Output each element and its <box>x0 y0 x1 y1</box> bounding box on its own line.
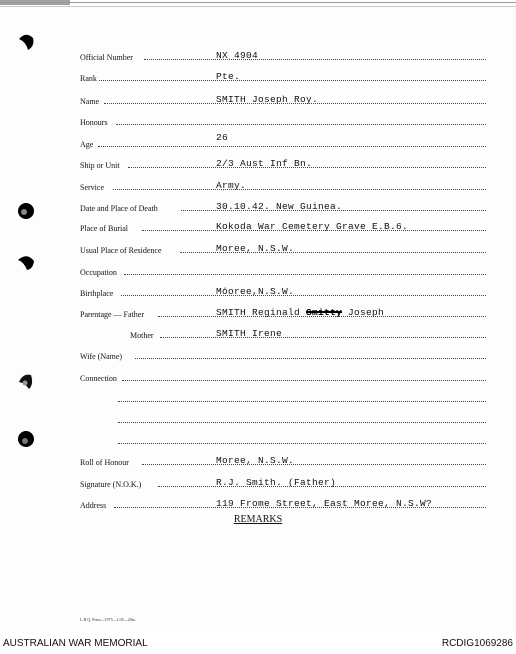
row-age <box>0 132 516 150</box>
row-ship-or-unit <box>0 153 516 171</box>
label-rank: Rank <box>80 74 97 83</box>
remarks-heading: REMARKS <box>233 514 283 525</box>
dotted-line <box>124 274 486 275</box>
value-usual-residence: Moree, N.S.W. <box>216 243 295 254</box>
value-father <box>216 307 384 318</box>
row-father <box>0 302 516 320</box>
printer-imprint: L.H.Q. Press—1975—1/45—20m. <box>80 617 136 622</box>
row-wife <box>0 344 516 362</box>
dotted-line <box>160 337 486 338</box>
value-age: 26 <box>216 132 229 143</box>
label-address: Address <box>80 501 107 510</box>
dotted-line <box>122 380 486 381</box>
label-date-place-death: Date and Place of Death <box>80 204 158 213</box>
father-name-end: Joseph <box>342 307 385 318</box>
row-connection-line-4 <box>0 429 516 447</box>
record-id: RCDIG1069286 <box>441 638 513 649</box>
value-mother: SMITH Irene <box>216 328 283 339</box>
label-father: Parentage — Father <box>80 310 144 319</box>
value-roll-of-honour: Moree, N.S.W. <box>216 455 295 466</box>
label-age: Age <box>80 140 94 149</box>
row-date-place-death <box>0 196 516 214</box>
dotted-line <box>118 443 486 444</box>
label-connection: Connection <box>80 374 117 383</box>
row-connection-line-2 <box>0 387 516 405</box>
value-place-burial: Kokoda War Cemetery Grave E.B.6. <box>216 221 409 232</box>
archive-footer <box>0 632 516 654</box>
dotted-line <box>121 295 486 296</box>
row-occupation <box>0 260 516 278</box>
value-date-place-death: 30.10.42. New Guinea. <box>216 201 343 212</box>
label-roll-of-honour: Roll of Honour <box>80 458 129 467</box>
value-rank: Pte. <box>216 71 241 82</box>
row-official-number <box>0 45 516 63</box>
label-wife: Wife (Name) <box>80 352 123 361</box>
value-name: SMITH Joseph Roy. <box>216 94 319 105</box>
row-name <box>0 89 516 107</box>
label-place-burial: Place of Burial <box>80 224 128 233</box>
row-mother <box>0 323 516 341</box>
row-rank <box>0 66 516 84</box>
row-place-burial <box>0 216 516 234</box>
value-signature: R.J. Smith. (Father) <box>216 477 337 488</box>
row-address <box>0 493 516 511</box>
label-official-number: Official Number <box>80 53 133 62</box>
label-signature: Signature (N.O.K.) <box>80 480 142 489</box>
dotted-line <box>135 358 486 359</box>
label-honours: Honours <box>80 118 108 127</box>
value-service: Army. <box>216 180 247 191</box>
row-signature <box>0 472 516 490</box>
value-address: 119 Frome Street, East Moree, N.S.W? <box>216 498 433 509</box>
dotted-line <box>98 146 486 147</box>
dotted-line <box>113 189 486 190</box>
label-mother: Mother <box>130 331 154 340</box>
row-honours <box>0 110 516 128</box>
value-ship-or-unit: 2/3 Aust Inf Bn. <box>216 158 313 169</box>
label-birthplace: Birthplace <box>80 289 114 298</box>
dotted-line <box>142 464 486 465</box>
label-occupation: Occupation <box>80 268 117 277</box>
label-service: Service <box>80 183 104 192</box>
label-name: Name <box>80 97 100 106</box>
row-usual-residence <box>0 238 516 256</box>
value-birthplace: Mόoree,N.S.W. <box>216 286 295 297</box>
row-connection-line-3 <box>0 408 516 426</box>
dotted-line <box>118 422 486 423</box>
row-birthplace <box>0 281 516 299</box>
label-ship-or-unit: Ship or Unit <box>80 161 120 170</box>
dotted-line <box>116 124 486 125</box>
row-service <box>0 175 516 193</box>
row-roll-of-honour <box>0 450 516 468</box>
label-usual-residence: Usual Place of Residence <box>80 246 162 255</box>
value-official-number: NX 4904 <box>216 50 259 61</box>
father-name-start: SMITH Reginald <box>216 307 307 318</box>
row-connection <box>0 366 516 384</box>
card-top-edge <box>0 2 516 7</box>
dotted-line <box>144 59 486 60</box>
archive-name: AUSTRALIAN WAR MEMORIAL <box>3 638 148 649</box>
father-struck-text: Smitty <box>306 307 343 318</box>
dotted-line <box>118 401 486 402</box>
dotted-line <box>99 80 486 81</box>
